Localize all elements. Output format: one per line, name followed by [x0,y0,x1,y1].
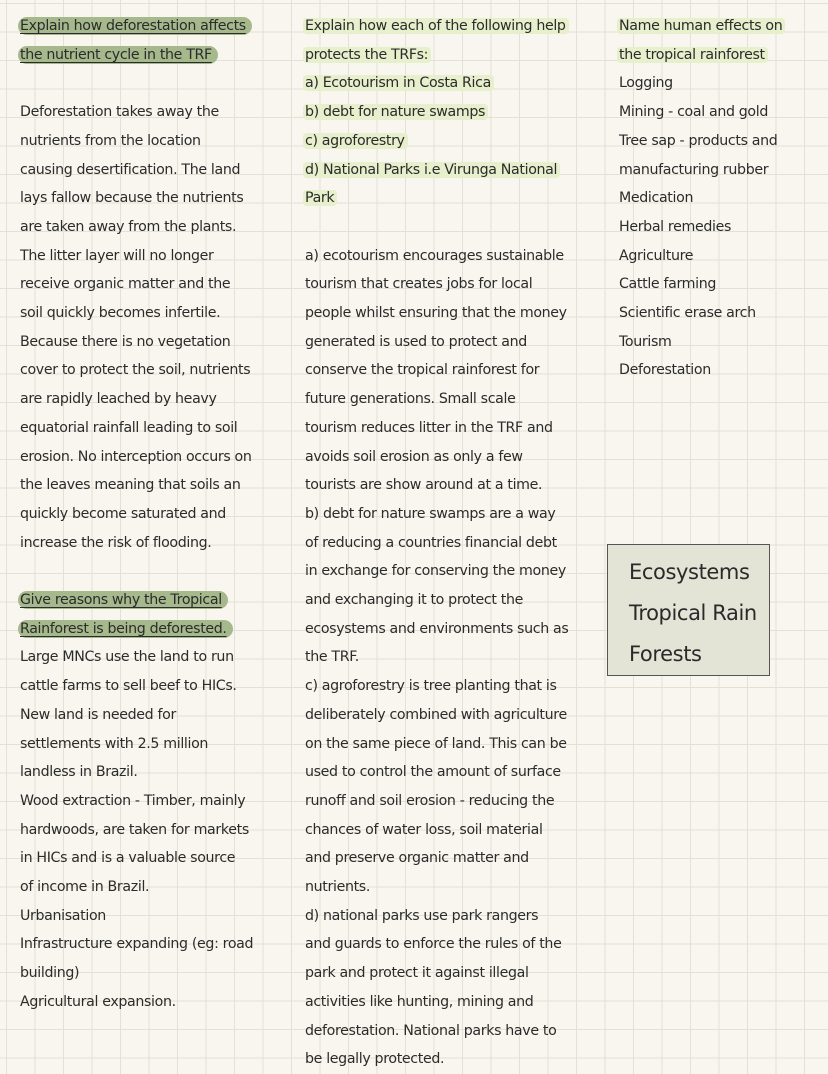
question-heading: Explain how deforestation affects [20,12,270,41]
question-heading: the nutrient cycle in the TRF [20,41,270,70]
topic-title-box [607,544,770,676]
column-left [20,12,270,1017]
list-item: Tourism [619,333,672,350]
list-item: Medication [619,190,694,207]
list-item: Agriculture [619,247,694,264]
question-heading: Name human effects on the tropical rainforest [619,12,819,69]
list-item: Scientific erase arch [619,305,756,322]
answer-text: Large MNCs use the land to run cattle farms to sell beef to HICs. New land is needed for settlements with 2.5 million landless in Brazil. Wood extraction - Timber, mainly hardwoods, are taken for markets in HICs and is a valuable source of income in Brazil. Urbanisation Infrastructure expanding (eg: road building) Agricultural expansion. [20,649,254,1010]
question-heading: Explain how each of the following help protects the TRFs: a) Ecotourism in Costa Rica b) debt for nature swamps c) agroforestry d) National Parks i.e Virunga National Park [305,12,590,213]
answer-text: Deforestation takes away the nutrients from the location causing desertification. The land lays fallow because the nutrients are taken away from the plants. The litter layer will no longer receive organic matter and the soil quickly becomes infertile. Because there is no vegetation cover to protect the soil, nutrients are rapidly leached by heavy equatorial rainfall leading to soil erosion. No interception occurs on the leaves meaning that soils an quickly become saturated and increase the risk of flooding. [20,104,252,551]
list-item: Mining - coal and gold [619,104,769,121]
title-line: Tropical Rain [629,601,757,625]
column-right [619,12,819,385]
question-heading: Give reasons why the Tropical [20,586,270,615]
question-heading: Rainforest is being deforested. [20,615,270,644]
title-line: Ecosystems [629,560,750,584]
list-item: manufacturing rubber [619,161,769,178]
column-middle [305,12,590,1074]
list-item: Logging [619,75,673,92]
title-line: Forests [629,642,702,666]
list-item: Deforestation [619,362,711,379]
list-item: Tree sap - products and [619,132,778,149]
answer-list [619,69,819,385]
answer-text: a) ecotourism encourages sustainable tourism that creates jobs for local people whilst ensuring that the money generated is used to protect and conserve the tropical rainforest for future generations. Small scale tourism reduces litter in the TRF and avoids soil erosion as only a few tourists are show around at a time. b) debt for nature swamps are a way of reducing a countries financial debt in exchange for conserving the money and exchanging it to protect the ecosystems and environments such as the TRF. c) agroforestry is tree planting that is deliberately combined with agriculture on the same piece of land. This can be used to control the amount of surface runoff and soil erosion - reducing the chances of water loss, soil material and preserve organic matter and nutrients. d) national parks use park rangers and guards to enforce the rules of the park and protect it against illegal activities like hunting, mining and deforestation. National parks have to be legally protected. [305,247,569,1068]
list-item: Cattle farming [619,276,717,293]
list-item: Herbal remedies [619,218,731,235]
